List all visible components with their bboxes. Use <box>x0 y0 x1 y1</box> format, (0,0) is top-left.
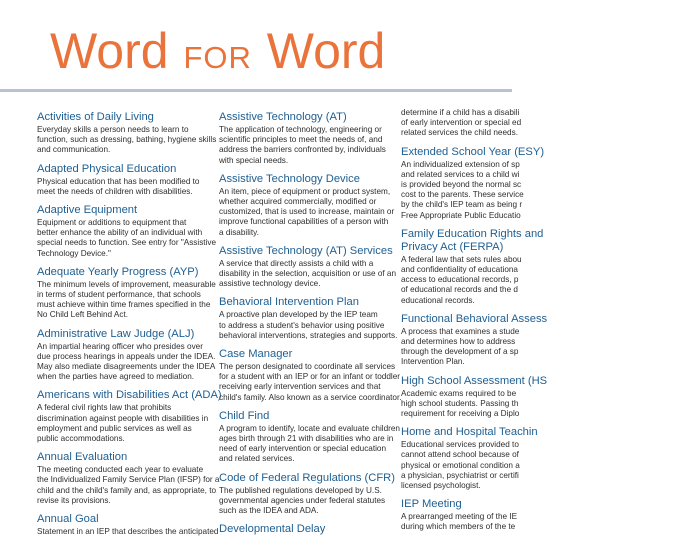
header-divider <box>0 89 512 92</box>
definition-line: through the development of a sp <box>401 347 519 357</box>
definition-line: child and the child's family and, as appropriate, to <box>37 485 217 495</box>
glossary-entry <box>401 228 691 306</box>
glossary-term: Case Manager <box>219 348 293 361</box>
glossary-definition <box>401 255 691 306</box>
definition-line: a physician, psychiatrist or certifi <box>401 470 519 480</box>
definition-line: An impartial hearing officer who presides over <box>37 341 203 351</box>
definition-line: due process hearings in appeals under the IDEA. <box>37 351 216 361</box>
definition-line: improve functional capabilities of a person with <box>219 217 389 227</box>
definition-line: Technology Device." <box>37 248 111 258</box>
definition-line: physical or emotional condition a <box>401 460 520 470</box>
definition-line: related services the child needs. <box>401 128 518 138</box>
definition-line: A process that examines a stude <box>401 326 520 336</box>
glossary-term: Behavioral Intervention Plan <box>219 296 359 309</box>
definition-line: child's family. Also known as a service coordinator. <box>219 392 402 402</box>
definition-line: in terms of student performance, that schools <box>37 290 201 300</box>
definition-line: behavioral interventions, strategies and supports. <box>219 330 398 340</box>
glossary-term: Activities of Daily Living <box>37 111 154 123</box>
definition-line: customized, that is used to increase, maintain or <box>219 207 395 217</box>
definition-line: Free Appropriate Public Educatio <box>401 210 521 220</box>
definition-line: public accommodations. <box>37 434 125 444</box>
definition-line: Everyday skills a person needs to learn to <box>37 125 189 134</box>
definition-line: revise its provisions. <box>37 495 111 505</box>
definition-line: better enhance the ability of an individual with <box>37 228 203 238</box>
page-title <box>50 23 386 79</box>
definition-line: a disability. <box>219 227 259 237</box>
definition-line: of early intervention or special ed <box>401 118 522 128</box>
definition-line: to address a student's behavior using positive <box>219 320 385 330</box>
glossary-definition <box>401 160 691 221</box>
definition-line: the Individualized Family Service Plan (IFSP) for a <box>37 475 220 485</box>
definition-line: of educational records and the d <box>401 285 518 295</box>
definition-line: when the parties have agreed to mediation. <box>37 372 195 382</box>
glossary-term: Extended School Year (ESY) <box>401 145 545 158</box>
definition-line: A program to identify, locate and evaluate children <box>219 423 400 433</box>
definition-line: educational records. <box>401 295 475 305</box>
definition-line: An item, piece of equipment or product system, <box>219 186 391 196</box>
definition-line: disability in the selection, acquisition or use of an <box>219 269 397 279</box>
glossary-entry <box>401 146 691 221</box>
definition-line: is provided beyond the normal sc <box>401 180 522 190</box>
definition-line: The published regulations developed by U.S. <box>219 485 382 495</box>
definition-line: A service that directly assists a child with a <box>219 258 374 268</box>
glossary-term: Assistive Technology (AT) Services <box>219 244 393 257</box>
definition-line: A prearranged meeting of the IE <box>401 512 518 522</box>
definition-line: need of early intervention or special education <box>219 444 387 454</box>
glossary-term: Child Find <box>219 409 270 422</box>
glossary-term: Administrative Law Judge (ALJ) <box>37 327 195 340</box>
glossary-definition <box>401 389 691 420</box>
glossary-definition <box>401 512 691 532</box>
definition-line: A proactive plan developed by the IEP team <box>219 310 378 320</box>
glossary-term: Home and Hospital Teachin <box>401 426 538 439</box>
definition-line: The application of technology, engineering or <box>219 125 382 134</box>
definition-line: and determines how to address <box>401 337 516 347</box>
glossary-entry <box>401 375 691 420</box>
definition-line: for a student with an IEP or for an infant or toddler <box>219 372 400 382</box>
title-word-1: Word <box>50 23 169 79</box>
definition-line: No Child Left Behind Act. <box>37 310 129 320</box>
definition-line: An individualized extension of sp <box>401 159 520 169</box>
definition-line: during which members of the te <box>401 522 516 532</box>
glossary-term: Adaptive Equipment <box>37 204 138 217</box>
glossary-term-line: Family Education Rights and <box>401 227 544 240</box>
definition-line: licensed psychologist. <box>401 481 481 491</box>
glossary-entry <box>401 498 691 532</box>
definition-line: ages birth through 21 with disabilities who are in <box>219 434 394 444</box>
definition-line: Statement in an IEP that describes the anticipated <box>37 527 219 537</box>
definition-line: and confidentiality of educationa <box>401 265 518 275</box>
definition-line: by the child's IEP team as being r <box>401 200 523 210</box>
glossary-term <box>401 228 691 254</box>
definition-line: and communication. <box>37 145 111 155</box>
definition-line: cost to the parents. These service <box>401 190 524 200</box>
definition-line: and related services to a child wi <box>401 169 520 179</box>
glossary-column-3 <box>401 108 691 540</box>
glossary-term: Assistive Technology (AT) <box>219 111 347 123</box>
glossary-term: Americans with Disabilities Act (ADA) <box>37 389 222 402</box>
glossary-term: IEP Meeting <box>401 498 462 511</box>
definition-line: The meeting conducted each year to evaluate <box>37 465 204 475</box>
definition-line: A federal civil rights law that prohibits <box>37 403 172 413</box>
glossary-term: Annual Evaluation <box>37 451 128 464</box>
definition-line: meet the needs of children with disabilities. <box>37 186 193 196</box>
glossary-entry <box>401 313 691 368</box>
definition-line: such as the IDEA and ADA. <box>219 506 319 516</box>
glossary-term: Developmental Delay <box>219 523 326 536</box>
definition-line: Educational services provided to <box>401 440 519 450</box>
definition-line: and related services. <box>219 454 295 464</box>
definition-line: address the barriers confronted by, individuals <box>219 145 386 155</box>
definition-line: The minimum levels of improvement, measurable <box>37 279 216 289</box>
definition-line: requirement for receiving a Diplo <box>401 409 520 419</box>
glossary-definition <box>401 327 691 368</box>
glossary-entry <box>401 108 691 139</box>
definition-line: receiving early intervention services and that <box>219 382 381 392</box>
definition-line: Intervention Plan. <box>401 357 465 367</box>
definition-line: Equipment or additions to equipment that <box>37 218 187 228</box>
glossary-definition <box>401 108 691 139</box>
glossary-term: Functional Behavioral Assess <box>401 312 548 325</box>
definition-line: whether acquired commercially, modified or <box>219 197 377 207</box>
glossary-definition <box>401 440 691 491</box>
glossary-term: Code of Federal Regulations (CFR) <box>219 471 395 484</box>
glossary-term: Adequate Yearly Progress (AYP) <box>37 265 199 278</box>
glossary-term: High School Assessment (HS <box>401 374 548 387</box>
definition-line: assistive technology device. <box>219 279 321 289</box>
definition-line: Physical education that has been modified to <box>37 176 200 186</box>
glossary-entry <box>401 426 691 491</box>
title-connector: FOR <box>183 40 252 75</box>
definition-line: function, such as dressing, bathing, hygiene skills <box>37 135 217 145</box>
definition-line: Academic exams required to be <box>401 388 517 398</box>
definition-line: The person designated to coordinate all services <box>219 362 396 372</box>
definition-line: high school students. Passing th <box>401 398 519 408</box>
glossary-term-line: Privacy Act (FERPA) <box>401 240 504 253</box>
definition-line: A federal law that sets rules abou <box>401 254 522 264</box>
definition-line: scientific principles to meet the needs of, and <box>219 135 383 145</box>
definition-line: cannot attend school because of <box>401 450 519 460</box>
definition-line: must achieve within time frames specified in the <box>37 300 211 310</box>
definition-line: access to educational records, p <box>401 275 519 285</box>
definition-line: with special needs. <box>219 155 289 165</box>
definition-line: May also mediate disagreements under the IDEA <box>37 362 216 372</box>
glossary-term: Annual Goal <box>37 513 99 526</box>
definition-line: discrimination against people with disabilities in <box>37 413 209 423</box>
title-word-2: Word <box>266 23 386 79</box>
definition-line: determine if a child has a disabili <box>401 108 520 117</box>
glossary-term: Adapted Physical Education <box>37 162 177 175</box>
definition-line: employment and public services as well as <box>37 423 192 433</box>
definition-line: special needs to function. See entry for "Assistive <box>37 238 217 248</box>
glossary-term: Assistive Technology Device <box>219 172 360 185</box>
definition-line: governmental agencies under federal statutes <box>219 495 386 505</box>
